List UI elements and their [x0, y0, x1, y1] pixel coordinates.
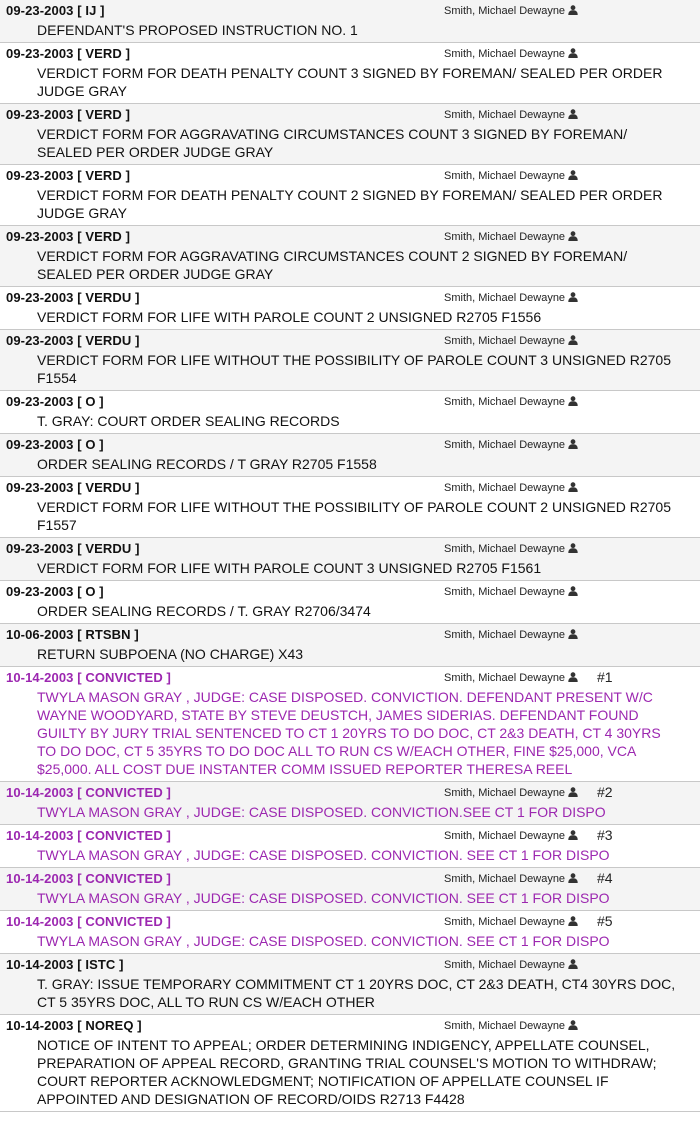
entry-code: CONVICTED: [85, 828, 163, 843]
entry-header: [0, 289, 700, 308]
entry-header: [0, 827, 700, 846]
docket-entry[interactable]: [0, 434, 700, 477]
entry-header: [0, 956, 700, 975]
user-icon: [568, 170, 578, 180]
entry-clerk: [444, 672, 578, 684]
clerk-name: Smith, Michael Dewayne: [444, 830, 566, 842]
count-number: #5: [597, 913, 613, 929]
user-icon: [568, 231, 578, 241]
entry-date-code: 09-23-2003 [ VERDU ]: [6, 480, 140, 495]
docket-entry[interactable]: [0, 0, 700, 43]
clerk-name: Smith, Michael Dewayne: [444, 586, 566, 598]
clerk-name: Smith, Michael Dewayne: [444, 231, 566, 243]
entry-clerk: [444, 335, 578, 347]
entry-date: 09-23-2003: [6, 3, 74, 18]
clerk-name: Smith, Michael Dewayne: [444, 672, 566, 684]
entry-clerk: [444, 5, 578, 17]
entry-header: [0, 436, 700, 455]
entry-date: 09-23-2003: [6, 584, 74, 599]
entry-date-code: 09-23-2003 [ VERD ]: [6, 46, 131, 61]
entry-clerk: [444, 48, 578, 60]
entry-clerk: [444, 959, 578, 971]
entry-header: [0, 45, 700, 64]
count-number: #1: [597, 669, 613, 685]
entry-code: VERDU: [85, 333, 132, 348]
entry-date: 10-14-2003: [6, 670, 74, 685]
docket-entry[interactable]: [0, 825, 700, 868]
entry-header: [0, 332, 700, 351]
docket-entry[interactable]: [0, 391, 700, 434]
clerk-name: Smith, Michael Dewayne: [444, 629, 566, 641]
entry-date-code: 09-23-2003 [ VERD ]: [6, 168, 131, 183]
clerk-name: Smith, Michael Dewayne: [444, 109, 566, 121]
entry-date-code: 09-23-2003 [ VERDU ]: [6, 541, 140, 556]
clerk-name: Smith, Michael Dewayne: [444, 439, 566, 451]
docket-entry[interactable]: [0, 43, 700, 104]
entry-date-code: 10-14-2003 [ CONVICTED ]: [6, 670, 171, 685]
entry-date-code: 09-23-2003 [ O ]: [6, 584, 104, 599]
entry-header: [0, 626, 700, 645]
entry-date-code: 10-14-2003 [ CONVICTED ]: [6, 828, 171, 843]
clerk-name: Smith, Michael Dewayne: [444, 787, 566, 799]
entry-code: CONVICTED: [85, 785, 163, 800]
clerk-name: Smith, Michael Dewayne: [444, 48, 566, 60]
entry-clerk: [444, 396, 578, 408]
entry-code: O: [85, 437, 96, 452]
user-icon: [568, 439, 578, 449]
entry-code: VERD: [85, 229, 122, 244]
entry-code: NOREQ: [85, 1018, 134, 1033]
user-icon: [568, 629, 578, 639]
entry-header: [0, 540, 700, 559]
entry-clerk: [444, 439, 578, 451]
entry-header: [0, 784, 700, 803]
clerk-name: Smith, Michael Dewayne: [444, 5, 566, 17]
entry-code: VERD: [85, 46, 122, 61]
entry-header: [0, 583, 700, 602]
entry-code: O: [85, 584, 96, 599]
entry-date: 09-23-2003: [6, 168, 74, 183]
entry-date: 09-23-2003: [6, 107, 74, 122]
entry-clerk: [444, 873, 578, 885]
clerk-name: Smith, Michael Dewayne: [444, 396, 566, 408]
entry-code: ISTC: [85, 957, 116, 972]
user-icon: [568, 916, 578, 926]
user-icon: [568, 292, 578, 302]
clerk-name: Smith, Michael Dewayne: [444, 170, 566, 182]
entry-code: VERDU: [85, 290, 132, 305]
user-icon: [568, 830, 578, 840]
entry-clerk: [444, 543, 578, 555]
entry-date-code: 10-14-2003 [ CONVICTED ]: [6, 914, 171, 929]
entry-description: VERDICT FORM FOR LIFE WITHOUT THE POSSIBILITY OF PAROLE COUNT 2 UNSIGNED R2705 F1557: [37, 499, 672, 533]
user-icon: [568, 482, 578, 492]
entry-description: DEFENDANT'S PROPOSED INSTRUCTION NO. 1: [37, 22, 358, 38]
entry-header: [0, 913, 700, 932]
entry-clerk: [444, 482, 578, 494]
docket-entry[interactable]: [0, 538, 700, 581]
user-icon: [568, 5, 578, 15]
clerk-name: Smith, Michael Dewayne: [444, 335, 566, 347]
entry-code: VERDU: [85, 480, 132, 495]
user-icon: [568, 335, 578, 345]
entry-code: CONVICTED: [85, 871, 163, 886]
entry-clerk: [444, 1020, 578, 1032]
user-icon: [568, 959, 578, 969]
clerk-name: Smith, Michael Dewayne: [444, 292, 566, 304]
user-icon: [568, 672, 578, 682]
entry-clerk: [444, 916, 578, 928]
entry-date-code: 09-23-2003 [ IJ ]: [6, 3, 105, 18]
entry-description: TWYLA MASON GRAY , JUDGE: CASE DISPOSED. CONVICTION.SEE CT 1 FOR DISPO: [37, 804, 606, 820]
entry-description: RETURN SUBPOENA (NO CHARGE) X43: [37, 646, 304, 662]
entry-date: 09-23-2003: [6, 333, 74, 348]
clerk-name: Smith, Michael Dewayne: [444, 482, 566, 494]
docket-entry[interactable]: [0, 911, 700, 954]
entry-header: [0, 870, 700, 889]
entry-header: [0, 393, 700, 412]
entry-date-code: 10-14-2003 [ ISTC ]: [6, 957, 124, 972]
entry-header: [0, 106, 700, 125]
user-icon: [568, 586, 578, 596]
entry-description: VERDICT FORM FOR DEATH PENALTY COUNT 2 SIGNED BY FOREMAN/ SEALED PER ORDER JUDGE GRAY: [37, 187, 663, 221]
entry-date: 10-14-2003: [6, 785, 74, 800]
entry-clerk: [444, 231, 578, 243]
docket-entry[interactable]: [0, 868, 700, 911]
entry-description: TWYLA MASON GRAY , JUDGE: CASE DISPOSED. CONVICTION. DEFENDANT PRESENT W/C WAYNE WOODYARD, STATE BY STEVE DEUSTCH, JAMES SIDERIAS. DEFENDANT FOUND GUILTY BY JURY TRIAL SENTENCED TO CT 1 20YRS TO DO DOC, CT 2&3 DEATH, CT 4 30YRS TO DO DOC, CT 5 35YRS TO DO DOC ALL TO RUN CS W/EACH OTHER, FINE $25,000, VCA $25,000. ALL COST DUE INSTANTER COMM ISSUED REPORTER THERESA REEL: [37, 689, 661, 777]
entry-date: 09-23-2003: [6, 437, 74, 452]
entry-description: TWYLA MASON GRAY , JUDGE: CASE DISPOSED. CONVICTION. SEE CT 1 FOR DISPO: [37, 933, 610, 949]
entry-code: VERD: [85, 168, 122, 183]
docket-entry[interactable]: [0, 287, 700, 330]
clerk-name: Smith, Michael Dewayne: [444, 543, 566, 555]
entry-date-code: 10-14-2003 [ CONVICTED ]: [6, 785, 171, 800]
entry-description: T. GRAY: ISSUE TEMPORARY COMMITMENT CT 1 20YRS DOC, CT 2&3 DEATH, CT4 30YRS DOC, CT 5 35YRS DOC, ALL TO RUN CS W/EACH OTHER: [37, 976, 676, 1010]
entry-header: [0, 479, 700, 498]
entry-date: 09-23-2003: [6, 229, 74, 244]
entry-date: 09-23-2003: [6, 46, 74, 61]
entry-code: RTSBN: [85, 627, 131, 642]
docket-entry[interactable]: [0, 954, 700, 1015]
entry-description: VERDICT FORM FOR AGGRAVATING CIRCUMSTANCES COUNT 3 SIGNED BY FOREMAN/ SEALED PER ORDER JUDGE GRAY: [37, 126, 628, 160]
entry-description: VERDICT FORM FOR LIFE WITH PAROLE COUNT 2 UNSIGNED R2705 F1556: [37, 309, 542, 325]
entry-description: VERDICT FORM FOR AGGRAVATING CIRCUMSTANCES COUNT 2 SIGNED BY FOREMAN/ SEALED PER ORDER JUDGE GRAY: [37, 248, 628, 282]
entry-description: VERDICT FORM FOR LIFE WITHOUT THE POSSIBILITY OF PAROLE COUNT 3 UNSIGNED R2705 F1554: [37, 352, 672, 386]
count-number: #4: [597, 870, 613, 886]
docket-entry[interactable]: [0, 226, 700, 287]
entry-header: [0, 2, 700, 21]
entry-header: [0, 1017, 700, 1036]
entry-date-code: 09-23-2003 [ VERD ]: [6, 229, 131, 244]
docket-entry[interactable]: [0, 165, 700, 226]
user-icon: [568, 48, 578, 58]
entry-header: [0, 669, 700, 688]
entry-description: VERDICT FORM FOR LIFE WITH PAROLE COUNT 3 UNSIGNED R2705 F1561: [37, 560, 542, 576]
entry-date: 10-14-2003: [6, 1018, 74, 1033]
entry-code: VERD: [85, 107, 122, 122]
entry-date-code: 09-23-2003 [ VERDU ]: [6, 333, 140, 348]
user-icon: [568, 1020, 578, 1030]
entry-clerk: [444, 292, 578, 304]
entry-date-code: 09-23-2003 [ VERD ]: [6, 107, 131, 122]
docket-entry[interactable]: [0, 624, 700, 667]
entry-header: [0, 167, 700, 186]
entry-date: 09-23-2003: [6, 290, 74, 305]
entry-date: 09-23-2003: [6, 541, 74, 556]
entry-date-code: 10-14-2003 [ CONVICTED ]: [6, 871, 171, 886]
entry-date: 10-06-2003: [6, 627, 74, 642]
entry-description: TWYLA MASON GRAY , JUDGE: CASE DISPOSED. CONVICTION. SEE CT 1 FOR DISPO: [37, 890, 610, 906]
entry-clerk: [444, 830, 578, 842]
entry-date-code: 10-14-2003 [ NOREQ ]: [6, 1018, 142, 1033]
entry-code: O: [85, 394, 96, 409]
count-number: #2: [597, 784, 613, 800]
docket-entry[interactable]: [0, 1015, 700, 1112]
entry-description: NOTICE OF INTENT TO APPEAL; ORDER DETERMINING INDIGENCY, APPELLATE COUNSEL, PREPARATION OF APPEAL RECORD, GRANTING TRIAL COUNSEL'S MOTION TO WITHDRAW; COURT REPORTER ACKNOWLEDGMENT; NOTIFICATION OF APPELLATE COUNSEL IF APPOINTED AND DESIGNATION OF RECORD/OIDS R2713 F4428: [37, 1037, 657, 1107]
entry-date-code: 09-23-2003 [ O ]: [6, 394, 104, 409]
entry-date: 10-14-2003: [6, 871, 74, 886]
entry-code: VERDU: [85, 541, 132, 556]
docket-entry[interactable]: [0, 667, 700, 782]
entry-date-code: 09-23-2003 [ VERDU ]: [6, 290, 140, 305]
docket-entry[interactable]: [0, 581, 700, 624]
entry-date-code: 09-23-2003 [ O ]: [6, 437, 104, 452]
entry-date-code: 10-06-2003 [ RTSBN ]: [6, 627, 139, 642]
user-icon: [568, 873, 578, 883]
entry-description: VERDICT FORM FOR DEATH PENALTY COUNT 3 SIGNED BY FOREMAN/ SEALED PER ORDER JUDGE GRAY: [37, 65, 663, 99]
entry-description: T. GRAY: COURT ORDER SEALING RECORDS: [37, 413, 340, 429]
docket-entry[interactable]: [0, 104, 700, 165]
clerk-name: Smith, Michael Dewayne: [444, 873, 566, 885]
entry-description: ORDER SEALING RECORDS / T. GRAY R2706/3474: [37, 603, 371, 619]
entry-date: 09-23-2003: [6, 480, 74, 495]
clerk-name: Smith, Michael Dewayne: [444, 916, 566, 928]
user-icon: [568, 109, 578, 119]
entry-date: 10-14-2003: [6, 957, 74, 972]
entry-clerk: [444, 586, 578, 598]
entry-clerk: [444, 170, 578, 182]
entry-clerk: [444, 109, 578, 121]
entry-code: IJ: [85, 3, 97, 18]
entry-description: ORDER SEALING RECORDS / T GRAY R2705 F1558: [37, 456, 377, 472]
entry-date: 10-14-2003: [6, 828, 74, 843]
docket-entry[interactable]: [0, 782, 700, 825]
entry-clerk: [444, 629, 578, 641]
docket-entry[interactable]: [0, 330, 700, 391]
docket-entry[interactable]: [0, 477, 700, 538]
entry-header: [0, 228, 700, 247]
clerk-name: Smith, Michael Dewayne: [444, 959, 566, 971]
count-number: #3: [597, 827, 613, 843]
entry-description: TWYLA MASON GRAY , JUDGE: CASE DISPOSED. CONVICTION. SEE CT 1 FOR DISPO: [37, 847, 610, 863]
user-icon: [568, 787, 578, 797]
entry-date: 10-14-2003: [6, 914, 74, 929]
entry-clerk: [444, 787, 578, 799]
entry-code: CONVICTED: [85, 670, 163, 685]
clerk-name: Smith, Michael Dewayne: [444, 1020, 566, 1032]
entry-date: 09-23-2003: [6, 394, 74, 409]
entry-code: CONVICTED: [85, 914, 163, 929]
user-icon: [568, 543, 578, 553]
user-icon: [568, 396, 578, 406]
